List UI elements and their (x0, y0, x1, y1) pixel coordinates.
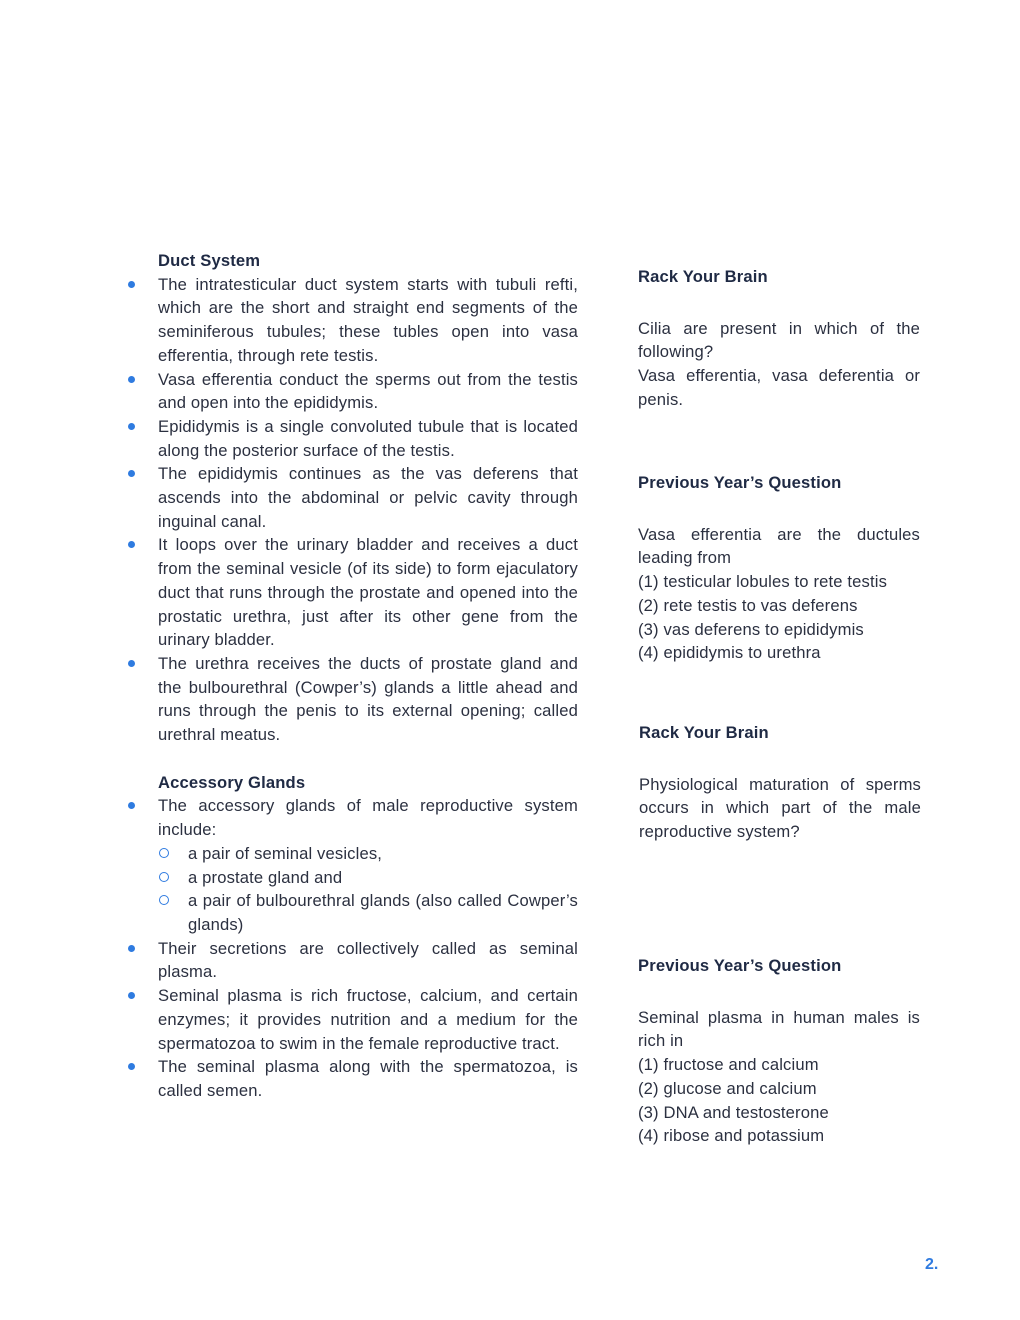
list-item: Their secretions are collectively called as seminal plasma. (126, 937, 578, 984)
list-item: Seminal plasma is rich fructose, calcium, and certain enzymes; it provides nutrition and a medium for the spermatozoa to swim in the female reproductive tract. (126, 984, 578, 1055)
main-content-column (126, 249, 578, 1103)
list-item: Epididymis is a single convoluted tubule that is located along the posterior surface of the testis. (126, 415, 578, 462)
previous-year-question-box-2 (638, 954, 920, 1148)
bullet-icon (128, 1063, 135, 1070)
bullet-icon (128, 945, 135, 952)
duct-system-bullet-list (126, 273, 578, 747)
list-item: The accessory glands of male reproductive system include: a pair of seminal vesicles, a prostate gland and a pair of bulbourethral glands (also called Cowper’s glands) (126, 794, 578, 936)
accessory-glands-sub-list (158, 842, 578, 937)
list-item: The epididymis continues as the vas deferens that ascends into the abdominal or pelvic cavity through inguinal canal. (126, 462, 578, 533)
page-number: 2. (925, 1256, 939, 1273)
bullet-icon (128, 376, 135, 383)
box-title: Previous Year’s Question (638, 473, 842, 492)
sub-list-item: a pair of bulbourethral glands (also called Cowper’s glands) (158, 889, 578, 936)
list-item: Vasa efferentia conduct the sperms out from the testis and open into the epididymis. (126, 368, 578, 415)
bullet-icon (128, 660, 135, 667)
bullet-icon (128, 802, 135, 809)
rack-your-brain-box-1 (638, 265, 920, 412)
hollow-circle-bullet-icon (159, 872, 169, 882)
box-body: Physiological maturation of sperms occurs in which part of the male reproductive system? (639, 774, 921, 842)
previous-year-question-box-1 (638, 471, 920, 665)
list-item: The urethra receives the ducts of prostate gland and the bulbourethral (Cowper’s) glands a little ahead and runs through the penis to its external opening; called urethral meatus. (126, 652, 578, 747)
section-heading-duct-system: Duct System (158, 251, 261, 270)
bullet-icon (128, 541, 135, 548)
hollow-circle-bullet-icon (159, 895, 169, 905)
rack-your-brain-box-2 (639, 721, 921, 844)
box-title: Previous Year’s Question (638, 956, 842, 975)
box-title: Rack Your Brain (639, 723, 769, 742)
box-body: Cilia are present in which of the following? Vasa efferentia, vasa deferentia or penis. (638, 318, 920, 409)
box-body: Vasa efferentia are the ductules leading from (1) testicular lobules to rete testis (2) rete testis to vas deferens (3) vas deferens to epididymis (4) epididymis to urethra (638, 524, 920, 663)
bullet-icon (128, 992, 135, 999)
hollow-circle-bullet-icon (159, 848, 169, 858)
list-item: It loops over the urinary bladder and receives a duct from the seminal vesicle (of its side) to form ejaculatory duct that runs through the prostate and opened into the prostatic urethra, just after its other gene from the urinary bladder. (126, 533, 578, 652)
bullet-icon (128, 470, 135, 477)
box-body: Seminal plasma in human males is rich in (1) fructose and calcium (2) glucose and calcium (3) DNA and testosterone (4) ribose and potassium (638, 1007, 920, 1146)
list-item: The intratesticular duct system starts with tubuli refti, which are the short and straight end segments of the seminiferous tubules; these tubles open into vasa efferentia, through rete testis. (126, 273, 578, 368)
sub-list-item: a pair of seminal vesicles, (158, 842, 578, 866)
bullet-icon (128, 423, 135, 430)
bullet-icon (128, 281, 135, 288)
box-title: Rack Your Brain (638, 267, 768, 286)
sub-list-item: a prostate gland and (158, 866, 578, 890)
accessory-glands-bullet-list (126, 794, 578, 1102)
list-item: The seminal plasma along with the spermatozoa, is called semen. (126, 1055, 578, 1102)
section-heading-accessory-glands: Accessory Glands (158, 772, 306, 792)
